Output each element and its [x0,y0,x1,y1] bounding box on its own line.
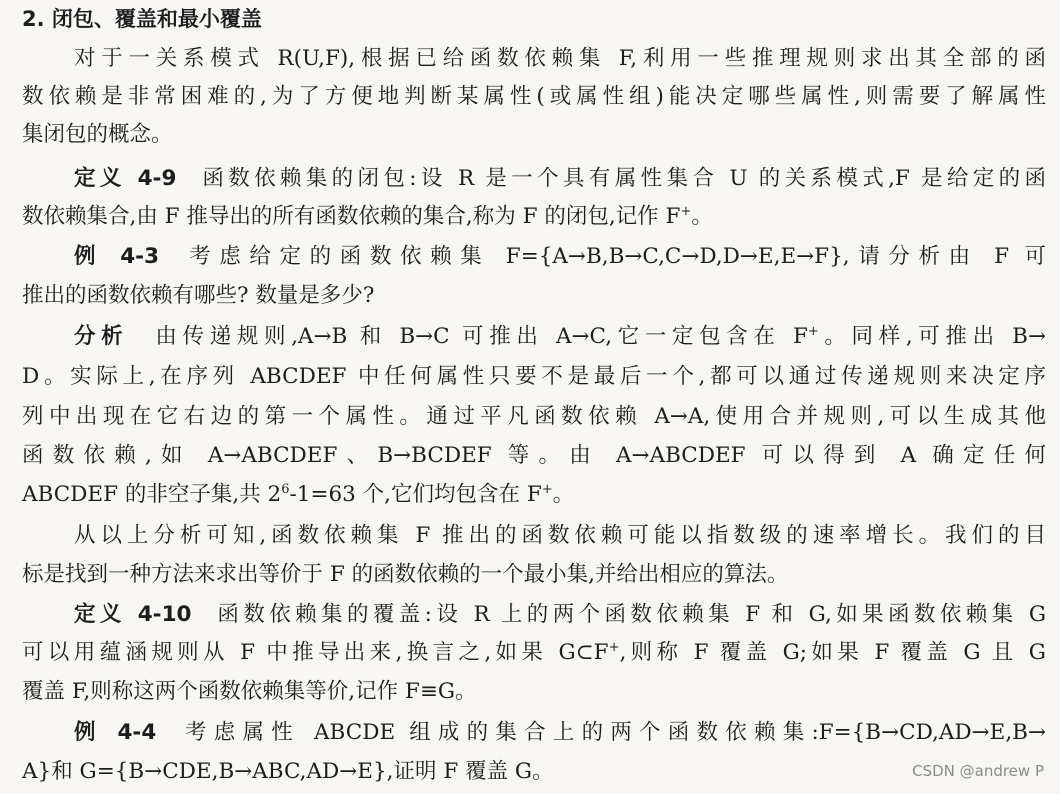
analysis-line1 [74,322,1046,352]
superscript-six: 6 [281,482,290,497]
definition-4-9-label: 定义 4-9 [74,166,177,191]
example-4-4-line2: A}和 G={B→CDE,B→ABC,AD→E},证明 F 覆盖 G。 [22,759,554,784]
csdn-watermark: CSDN @andrew P [912,762,1044,780]
example-4-4-text: 考虑属性 ABCDE 组成的集合上的两个函数依赖集:F={B→CD,AD→E,B→ [177,720,1047,745]
analysis-label: 分析 [74,324,129,349]
example-4-3-line2: 推出的函数依赖有哪些? 数量是多少? [22,283,375,308]
definition-4-10-text: 函数依赖集的覆盖:设 R 上的两个函数依赖集 F 和 G,如果函数依赖集 G [213,602,1046,627]
example-4-3-text: 考虑给定的函数依赖集 F={A→B,B→C,C→D,D→E,E→F},请分析由 F 可 [180,244,1047,269]
superscript-plus: + [680,204,692,219]
section-heading: 2. 闭包、覆盖和最小覆盖 [22,7,262,31]
definition-4-9-line2 [22,202,1046,232]
definition-4-10-label: 定义 4-10 [74,602,192,627]
example-4-4-line1 [74,718,1046,748]
definition-4-9-text2: 数依赖集合,由 F 推导出的所有函数依赖的集合,称为 F 的闭包,记作 F [22,204,681,229]
example-4-4-label: 例 4-4 [74,720,157,745]
superscript-plus: + [608,640,620,655]
analysis-line5 [22,480,1046,510]
definition-4-10-text2: 可以用蕴涵规则从 F 中推导出来,换言之,如果 G⊂F [22,640,609,665]
para1-line2: 数依赖是非常困难的,为了方便地判断某属性(或属性组)能决定哪些属性,则需要了解属性 [22,84,1046,109]
superscript-plus: + [807,324,819,339]
para1-line3: 集闭包的概念。 [22,122,173,147]
analysis-text: 由传递规则,A→B 和 B→C 可推出 A→C,它一定包含在 F [149,324,808,349]
para2-line1: 从以上分析可知,函数依赖集 F 推出的函数依赖可能以指数级的速率增长。我们的目 [74,523,1046,548]
punctuation: 。 [552,482,575,507]
definition-4-9-text: 函数依赖集的闭包:设 R 是一个具有属性集合 U 的关系模式,F 是给定的函 [197,166,1047,191]
definition-4-10-line2 [22,638,1046,668]
analysis-line3: 列中出现在它右边的第一个属性。通过平凡函数依赖 A→A,使用合并规则,可以生成其他 [22,404,1046,429]
analysis-text5: ABCDEF 的非空子集,共 2 [22,482,282,507]
definition-4-10-line3: 覆盖 F,则称这两个函数依赖集等价,记作 F≡G。 [22,679,477,704]
punctuation: 。 [691,204,713,229]
example-4-3-line1 [74,242,1046,272]
example-4-3-label: 例 4-3 [74,244,160,269]
definition-4-9-line1 [74,164,1046,194]
analysis-text6: -1=63 个,它们均包含在 F [289,482,542,507]
definition-4-10-text3: ,则称 F 覆盖 G;如果 F 覆盖 G 且 G [619,640,1046,665]
definition-4-10-line1 [74,600,1046,630]
analysis-line2: D。实际上,在序列 ABCDEF 中任何属性只要不是最后一个,都可以通过传递规则来决定序 [22,364,1046,389]
superscript-plus: + [541,482,553,497]
analysis-text2: 。同样,可推出 B→ [818,324,1046,349]
analysis-line4: 函数依赖,如 A→ABCDEF、B→BCDEF 等。由 A→ABCDEF 可以得到 A 确定任何 [22,443,1046,468]
para1-line1: 对于一关系模式 R(U,F),根据已给函数依赖集 F,利用一些推理规则求出其全部的函 [74,46,1046,71]
para2-line2: 标是找到一种方法来求出等价于 F 的函数依赖的一个最小集,并给出相应的算法。 [22,562,789,587]
